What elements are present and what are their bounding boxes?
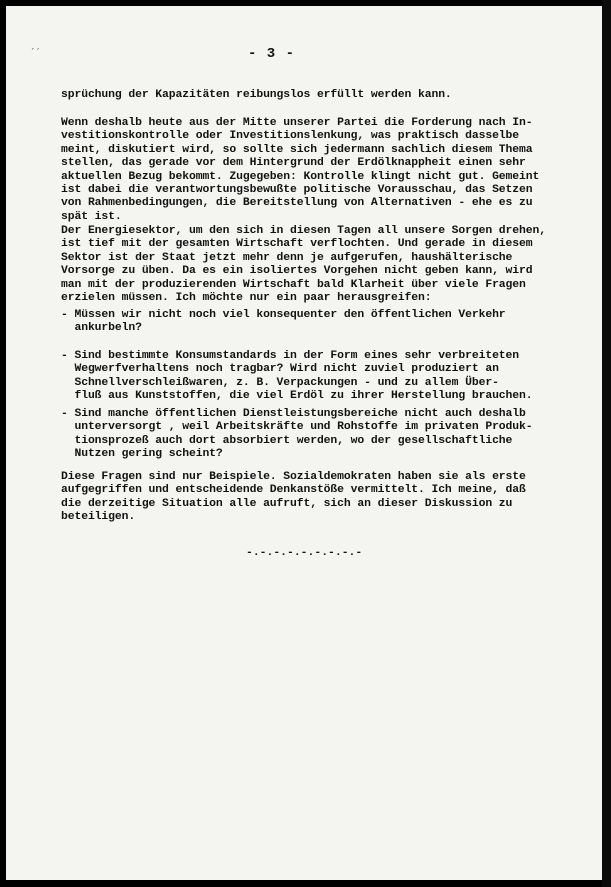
paragraph-conclusion: Diese Fragen sind nur Beispiele. Sozialdemokraten haben sie als erste aufgegriffen und entscheidende Denkanstöße vermittelt. Ich meine, daß die derzeitige Situation alle aufruft, sich an dieser Diskussion zu beteiligen. xyxy=(61,471,526,524)
closing-separator: -.-.-.-.-.-.-.-.- xyxy=(246,547,363,559)
paragraph-investment-control: Wenn deshalb heute aus der Mitte unserer Partei die Forderung nach In- vestitionskontrolle oder Investitionslenkung, was praktisch dasselbe meint, diskutiert wird, so sollte sich jedermann sachlich diesem Thema stellen, das gerade vor dem Hintergrund der Erdölknappheit einen sehr aktuellen Bezug bekommt. Zugegeben: Kontrolle klingt nicht gut. Gemeint ist dabei die verantwortungsbewußte politische Vorausschau, das Setzen von Rahmenbedingungen, die Bereitstellung von Alternativen - ehe es zu spät ist. xyxy=(61,117,540,223)
page-number: - 3 - xyxy=(248,46,296,62)
bullet-public-services: - Sind manche öffentlichen Dienstleistungsbereiche nicht auch deshalb unterversorgt , weil Arbeitskräfte und Rohstoffe im privaten Produk- tionsprozeß auch dort absorbiert werden, wo der gesellschaftliche Nutzen gering scheint? xyxy=(61,408,533,461)
bullet-public-transport: - Müssen wir nicht noch viel konsequenter den öffentlichen Verkehr ankurbeln? xyxy=(61,309,506,335)
carryover-line: sprüchung der Kapazitäten reibungslos erfüllt werden kann. xyxy=(61,89,452,101)
corner-mark: ´´ xyxy=(30,48,41,58)
paragraph-energy-sector: Der Energiesektor, um den sich in diesen Tagen all unsere Sorgen drehen, ist tief mit der gesamten Wirtschaft verflochten. Und gerade in diesem Sektor ist der Staat jetzt mehr denn je aufgerufen, haushälterische Vorsorge zu üben. Da es ein isoliertes Vorgehen nicht geben kann, wird man mit der produzierenden Wirtschaft bald Klarheit über viele Fragen erzielen müssen. Ich möchte nur ein paar herausgreifen: xyxy=(61,225,546,305)
bullet-consumption-standards: - Sind bestimmte Konsumstandards in der Form eines sehr verbreiteten Wegwerfverhaltens noch tragbar? Wird nicht zuviel produziert an Schnellverschleißwaren, z. B. Verpackungen - und zu allem Über- fluß aus Kunststoffen, die viel Erdöl zu ihrer Herstellung brauchen. xyxy=(61,350,533,403)
scan-edge xyxy=(602,0,611,887)
document-page xyxy=(6,6,602,880)
